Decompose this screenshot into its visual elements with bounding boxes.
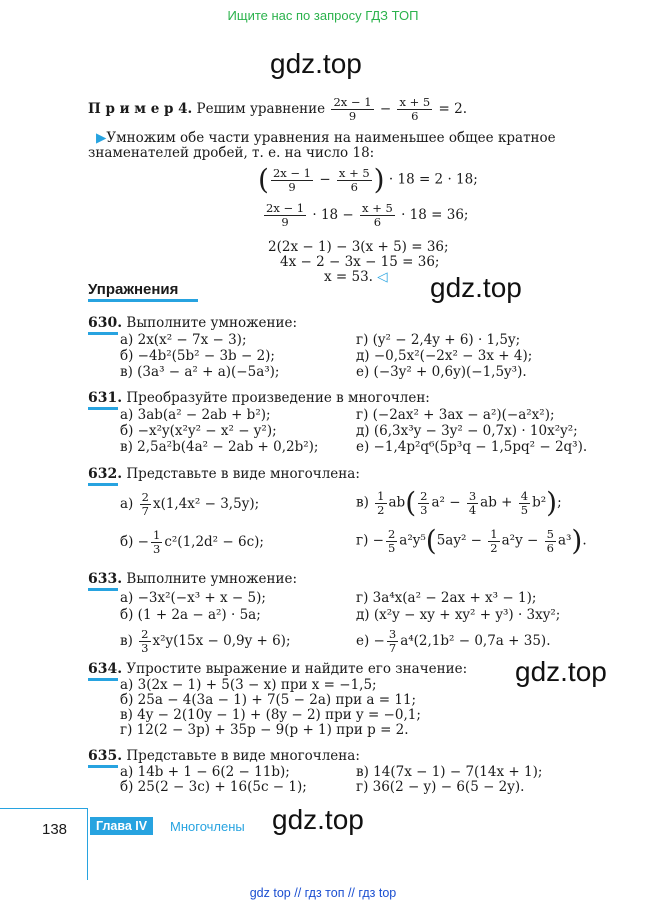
section-title: Упражнения — [88, 281, 179, 298]
solution-step: 4x − 2 − 3x − 15 = 36; — [280, 254, 440, 270]
exercise-underline — [88, 765, 118, 768]
exercise-item: г) 12(2 − 3p) + 35p − 9(p + 1) при p = 2. — [120, 722, 409, 738]
exercise-item: д) −0,5x²(−2x² − 3x + 4); — [356, 348, 533, 364]
exercise-item: а) $\frac{2}{7}$ x(1,4x² − 3,5y); — [120, 490, 260, 518]
watermark: gdz.top — [515, 656, 607, 687]
exercise-item: а) 3(2x − 1) + 5(3 − x) при x = −1,5; — [120, 677, 377, 693]
watermark: gdz.top — [270, 48, 362, 79]
exercise-item: в) 2,5a²b(4a² − 2ab + 0,2b²); — [120, 439, 319, 455]
top-banner[interactable]: Ищите нас по запросу ГДЗ ТОП — [227, 8, 419, 23]
page-number: 138 — [42, 821, 68, 838]
watermark: gdz.top — [430, 272, 522, 303]
solution-step: x = 53. ◁ — [324, 269, 388, 285]
exercise-630-header: 630. Выполните умножение: — [88, 315, 298, 331]
exercise-item: в) $\frac{1}{2}$ ab( $\frac{2}{3}$ a² − $\frac{3}{4}$ ab + $\frac{4}{5}$ b²); — [356, 486, 562, 519]
exercise-item: г) 3a⁴x(a² − 2ax + x³ − 1); — [356, 590, 537, 606]
exercise-item: в) (3a³ − a² + a)(−5a³); — [120, 364, 280, 380]
exercise-631-header: 631. Преобразуйте произведение в многочлен: — [88, 390, 430, 406]
footer-rule — [0, 808, 88, 809]
exercise-item: д) (x²y − xy + xy² + y³) · 3xy²; — [356, 607, 561, 623]
exercise-635-header: 635. Представьте в виде многочлена: — [88, 748, 360, 764]
footer-rule — [87, 808, 88, 880]
example-intro: Решим уравнение — [196, 101, 326, 117]
exercise-633-header: 633. Выполните умножение: — [88, 571, 298, 587]
exercise-item: г) (−2ax² + 3ax − a²)(−a²x²); — [356, 407, 555, 423]
exercise-underline — [88, 407, 118, 410]
chapter-tag: Глава IV — [90, 817, 153, 835]
exercise-underline — [88, 588, 118, 591]
solution-line: ▶Умножим обе части уравнения на наименьшее общее кратное — [96, 130, 556, 146]
section-underline — [88, 299, 198, 302]
exercise-item: в) $\frac{2}{3}$ x²y(15x − 0,9y + 6); — [120, 627, 291, 655]
exercise-item: б) −x²y(x²y² − x² − y²); — [120, 423, 277, 439]
exercise-item: б) 25a − 4(3a − 1) + 7(5 − 2a) при a = 11; — [120, 692, 417, 708]
exercise-item: г) − $\frac{2}{5}$ a²y⁵(5ay² − $\frac{1}{2}$ a²y − $\frac{5}{6}$ a³). — [356, 524, 587, 557]
exercise-item: в) 14(7x − 1) − 7(14x + 1); — [356, 764, 543, 780]
exercise-item: а) 14b + 1 − 6(2 − 11b); — [120, 764, 290, 780]
chapter-title: Многочлены — [170, 819, 245, 834]
example-heading: П р и м е р 4. Решим уравнение $\frac{2x - 1}{9}$ − $\frac{x + 5}{6}$ = 2. — [88, 95, 467, 123]
exercise-item: а) 2x(x² − 7x − 3); — [120, 332, 247, 348]
exercise-item: б) 25(2 − 3c) + 16(5c − 1); — [120, 779, 307, 795]
exercise-item: а) 3ab(a² − 2ab + b²); — [120, 407, 271, 423]
exercise-underline — [88, 678, 118, 681]
solution-start-icon: ▶ — [96, 130, 107, 146]
solution-step: $\frac{2x - 1}{9}$ · 18 − $\frac{x + 5}{6}$ · 18 = 36; — [266, 201, 469, 229]
example-label: П р и м е р 4. — [88, 101, 193, 117]
exercise-item: е) −1,4p²q⁶(5p³q − 1,5pq² − 2q³). — [356, 439, 588, 455]
fraction: $\frac{x + 5}{6}$ — [399, 95, 431, 123]
exercise-item: в) 4y − 2(10y − 1) + (8y − 2) при y = −0,1; — [120, 707, 421, 723]
exercise-item: б) − $\frac{1}{3}$ c²(1,2d² − 6c); — [120, 528, 264, 556]
solution-line: знаменателей дробей, т. е. на число 18: — [88, 145, 375, 161]
exercise-634-header: 634. Упростите выражение и найдите его значение: — [88, 661, 468, 677]
exercise-item: е) (−3y² + 0,6y)(−1,5y³). — [356, 364, 527, 380]
exercise-underline — [88, 483, 118, 486]
solution-step: 2(2x − 1) − 3(x + 5) = 36; — [268, 239, 449, 255]
exercise-item: г) 36(2 − y) − 6(5 − 2y). — [356, 779, 525, 795]
exercise-underline — [88, 332, 118, 335]
watermark: gdz.top — [272, 804, 364, 835]
exercise-632-header: 632. Представьте в виде многочлена: — [88, 466, 360, 482]
exercise-item: г) (y² − 2,4y + 6) · 1,5y; — [356, 332, 521, 348]
exercise-item: д) (6,3x³y − 3y² − 0,7x) · 10x²y²; — [356, 423, 578, 439]
end-mark-icon: ◁ — [377, 269, 388, 285]
bottom-link[interactable]: гдз топ — [304, 886, 345, 900]
exercise-item: е) − $\frac{3}{7}$ a⁴(2,1b² − 0,7a + 35). — [356, 627, 551, 655]
bottom-link[interactable]: гдз top — [358, 886, 397, 900]
fraction: $\frac{2x - 1}{9}$ — [333, 95, 372, 123]
exercise-item: а) −3x²(−x³ + x − 5); — [120, 590, 266, 606]
exercise-item: б) (1 + 2a − a²) · 5a; — [120, 607, 261, 623]
solution-step: ( $\frac{2x - 1}{9}$ − $\frac{x + 5}{6}$ ) · 18 = 2 · 18; — [258, 163, 478, 196]
bottom-links: gdz top // гдз топ // гдз top — [249, 886, 397, 900]
exercise-item: б) −4b²(5b² − 3b − 2); — [120, 348, 275, 364]
bottom-link[interactable]: gdz top — [249, 886, 291, 900]
